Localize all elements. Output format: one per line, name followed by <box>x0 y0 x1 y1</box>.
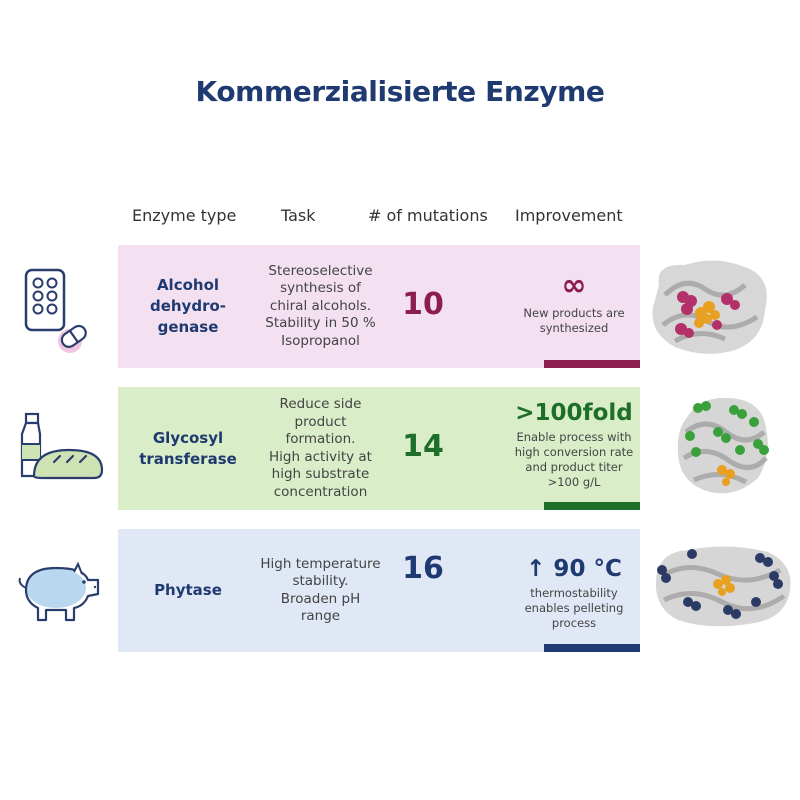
protein-structure-image <box>648 540 798 630</box>
mutation-count: 10 <box>402 287 444 322</box>
enzyme-row-phytase <box>118 529 640 652</box>
task-line: Stereoselective <box>268 262 373 279</box>
task-line: range <box>300 608 341 624</box>
mutation-count: 16 <box>402 551 444 586</box>
improvement-line: enables pelleting <box>524 601 624 615</box>
task-line: High temperature <box>260 555 381 572</box>
task-line: product formation. <box>285 413 356 447</box>
task-line: Broaden pH <box>280 590 361 607</box>
pig-icon <box>12 560 104 625</box>
header-improvement: Improvement <box>515 206 623 225</box>
improvement-line: and product titer <box>525 460 623 474</box>
improvement-line: Enable process with <box>516 430 632 444</box>
enzyme-row-glycosyl-transferase <box>118 387 640 510</box>
improvement <box>508 529 640 641</box>
header-task: Task <box>281 206 316 225</box>
improvement-line: process <box>551 616 597 630</box>
accent-bar <box>544 360 640 368</box>
task-description <box>258 387 383 510</box>
improvement-headline: >100fold <box>515 400 633 426</box>
improvement-line: New products are <box>523 306 625 320</box>
improvement-line: high conversion rate <box>514 445 634 459</box>
improvement-detail <box>525 586 624 631</box>
task-line: chiral alcohols. <box>269 297 372 314</box>
enzyme-name-line: Phytase <box>154 581 222 599</box>
improvement <box>508 245 640 357</box>
task-line: synthesis of <box>280 280 361 297</box>
enzyme-name <box>118 387 258 510</box>
protein-structure-image <box>670 392 775 500</box>
mutation-count: 14 <box>402 429 444 464</box>
improvement-line: synthesized <box>539 321 609 335</box>
task-description <box>258 245 383 368</box>
improvement <box>508 387 640 499</box>
enzyme-name-line: dehydro- <box>149 297 227 315</box>
protein-structure-image <box>645 255 775 360</box>
enzyme-name-line: genase <box>157 318 219 336</box>
page-title: Kommerzialisierte Enzyme <box>195 75 605 108</box>
task-line: Isopropanol <box>281 332 360 349</box>
enzyme-name-line: Alcohol <box>156 276 220 294</box>
pill-pack-icon <box>18 265 92 360</box>
enzyme-name <box>118 529 258 652</box>
task-line: Stability in 50 % <box>265 315 376 332</box>
improvement-line: >100 g/L <box>547 475 601 489</box>
enzyme-name-line: Glycosyl <box>152 428 224 447</box>
accent-bar <box>544 644 640 652</box>
enzyme-row-alcohol-dehydrogenase <box>118 245 640 368</box>
task-description <box>258 529 383 652</box>
header-enzyme-type: Enzyme type <box>132 206 237 225</box>
task-line: high substrate <box>271 466 370 482</box>
task-line: stability. <box>292 573 349 589</box>
improvement-detail <box>515 430 634 490</box>
enzyme-name <box>118 245 258 368</box>
accent-bar <box>544 502 640 510</box>
enzyme-name-line: transferase <box>139 449 237 468</box>
task-line: Reduce side <box>279 396 362 412</box>
milk-bread-icon <box>14 410 106 488</box>
improvement-line: thermostability <box>530 586 618 600</box>
header-mutations: # of mutations <box>368 206 488 225</box>
improvement-headline: ∞ <box>561 268 587 303</box>
improvement-headline: ↑ 90 °C <box>526 556 622 582</box>
task-line: concentration <box>273 483 368 500</box>
task-line: High activity at <box>269 448 372 465</box>
improvement-detail <box>523 306 624 336</box>
